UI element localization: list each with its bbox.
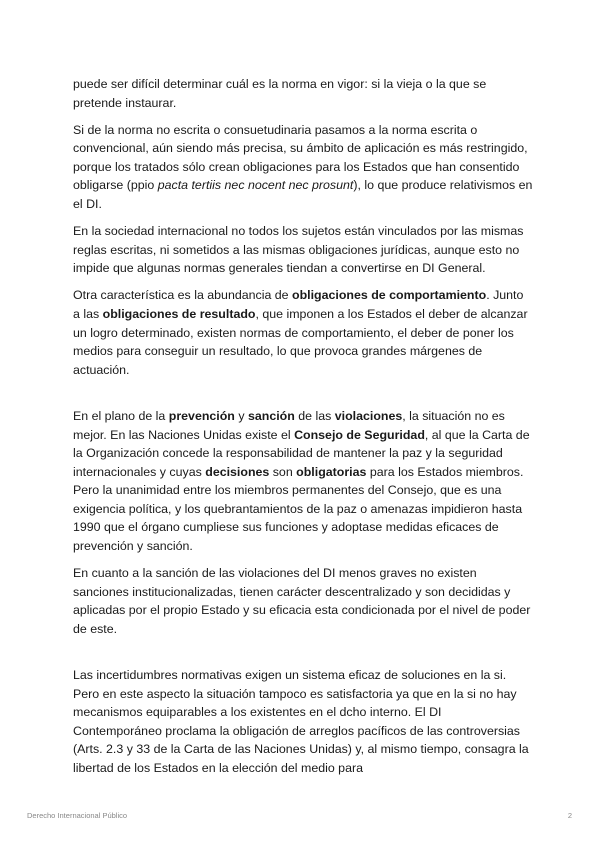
bold-term-sancion: sanción [247, 408, 295, 423]
paragraph-2-text-2: ), lo que produce relativismos en el DI. [73, 178, 533, 212]
paragraph-4-text-1: Otra característica es la abundancia de [73, 288, 293, 303]
paragraph-5-text-3: de las [294, 408, 335, 423]
section-gap [73, 647, 533, 666]
paragraph-2 [73, 121, 533, 214]
bold-term-obligatorias: obligatorias [296, 464, 367, 479]
bold-term-prevencion: prevención [168, 408, 235, 423]
bold-term-consejo-seguridad: Consejo de Seguridad [294, 427, 425, 442]
paragraph-3: En la sociedad internacional no todos los sujetos están vinculados por las mismas reglas escritas, ni sometidos a las mismas obligaciones jurídicas, aunque esto no impide que algunas normas generales tiendan a convertirse en DI General. [73, 224, 524, 276]
bold-term-obligaciones-resultado: obligaciones de resultado [102, 307, 256, 322]
bold-term-obligaciones-comportamiento: obligaciones de comportamiento [292, 288, 487, 303]
footer-document-title: Derecho Internacional Público [27, 811, 128, 820]
paragraph-5-text-6: son [269, 464, 297, 479]
paragraph-4-text-3: , que imponen a los Estados el deber de alcanzar un logro determinado, existen normas de comportamiento, el deber de poner los medios para conseguir un resultado, lo que provoca grandes márgenes de actuación. [73, 307, 528, 377]
paragraph-5-text-2: y [234, 408, 248, 423]
paragraph-6: En cuanto a la sanción de las violaciones del DI menos graves no existen sanciones institucionalizadas, tienen carácter descentralizado y son decididas y aplicadas por el propio Estado y su eficacia esta condicionada por el nivel de poder de este. [73, 566, 531, 636]
paragraph-5-text-5: , al que la Carta de la Organización concede la responsabilidad de mantener la paz y la seguridad internacionales y cuyas [73, 427, 530, 479]
paragraph-5 [73, 407, 533, 556]
section-gap [73, 388, 533, 407]
paragraph-5-text-7: para los Estados miembros. Pero la unanimidad entre los miembros permanentes del Consejo, que es una exigencia política, y los quebrantamientos de la paz o amenazas impidieron hasta 1990 que el órgano cumpliese sus funciones y adoptase medidas eficaces de prevención y sanción. [73, 464, 524, 554]
latin-principle: pacta tertiis nec nocent nec prosunt [157, 178, 354, 193]
bold-term-decisiones: decisiones [205, 464, 270, 479]
paragraph-2-text-1: Si de la norma no escrita o consuetudinaria pasamos a la norma escrita o convencional, aún siendo más precisa, su ámbito de aplicación es más restringido, porque los tratados sólo crean obligaciones para los Estados que han consentido obligarse (ppio [73, 122, 528, 193]
paragraph-1: puede ser difícil determinar cuál es la norma en vigor: si la vieja o la que se pretende instaurar. [73, 77, 487, 110]
paragraph-7: Las incertidumbres normativas exigen un sistema eficaz de soluciones en la si. Pero en este aspecto la situación tampoco es satisfactoria ya que en la si no hay mecanismos equiparables a los existentes en el dcho interno. El DI Contemporáneo proclama la obligación de arreglos pacíficos de las controversias (Arts. 2.3 y 33 de la Carta de las Naciones Unidas) y, al mismo tiempo, consagra la libertad de los Estados en la elección del medio para [73, 668, 529, 775]
paragraph-4-text-2: . Junto a las [73, 288, 524, 322]
paragraph-4 [73, 286, 533, 379]
paragraph-5-text-4: , la situación no es mejor. En las Naciones Unidas existe el [73, 408, 505, 442]
bold-term-violaciones: violaciones [334, 408, 403, 423]
footer-page-number: 2 [567, 811, 572, 820]
page-body [73, 75, 533, 786]
paragraph-5-text-1: En el plano de la [73, 408, 169, 423]
